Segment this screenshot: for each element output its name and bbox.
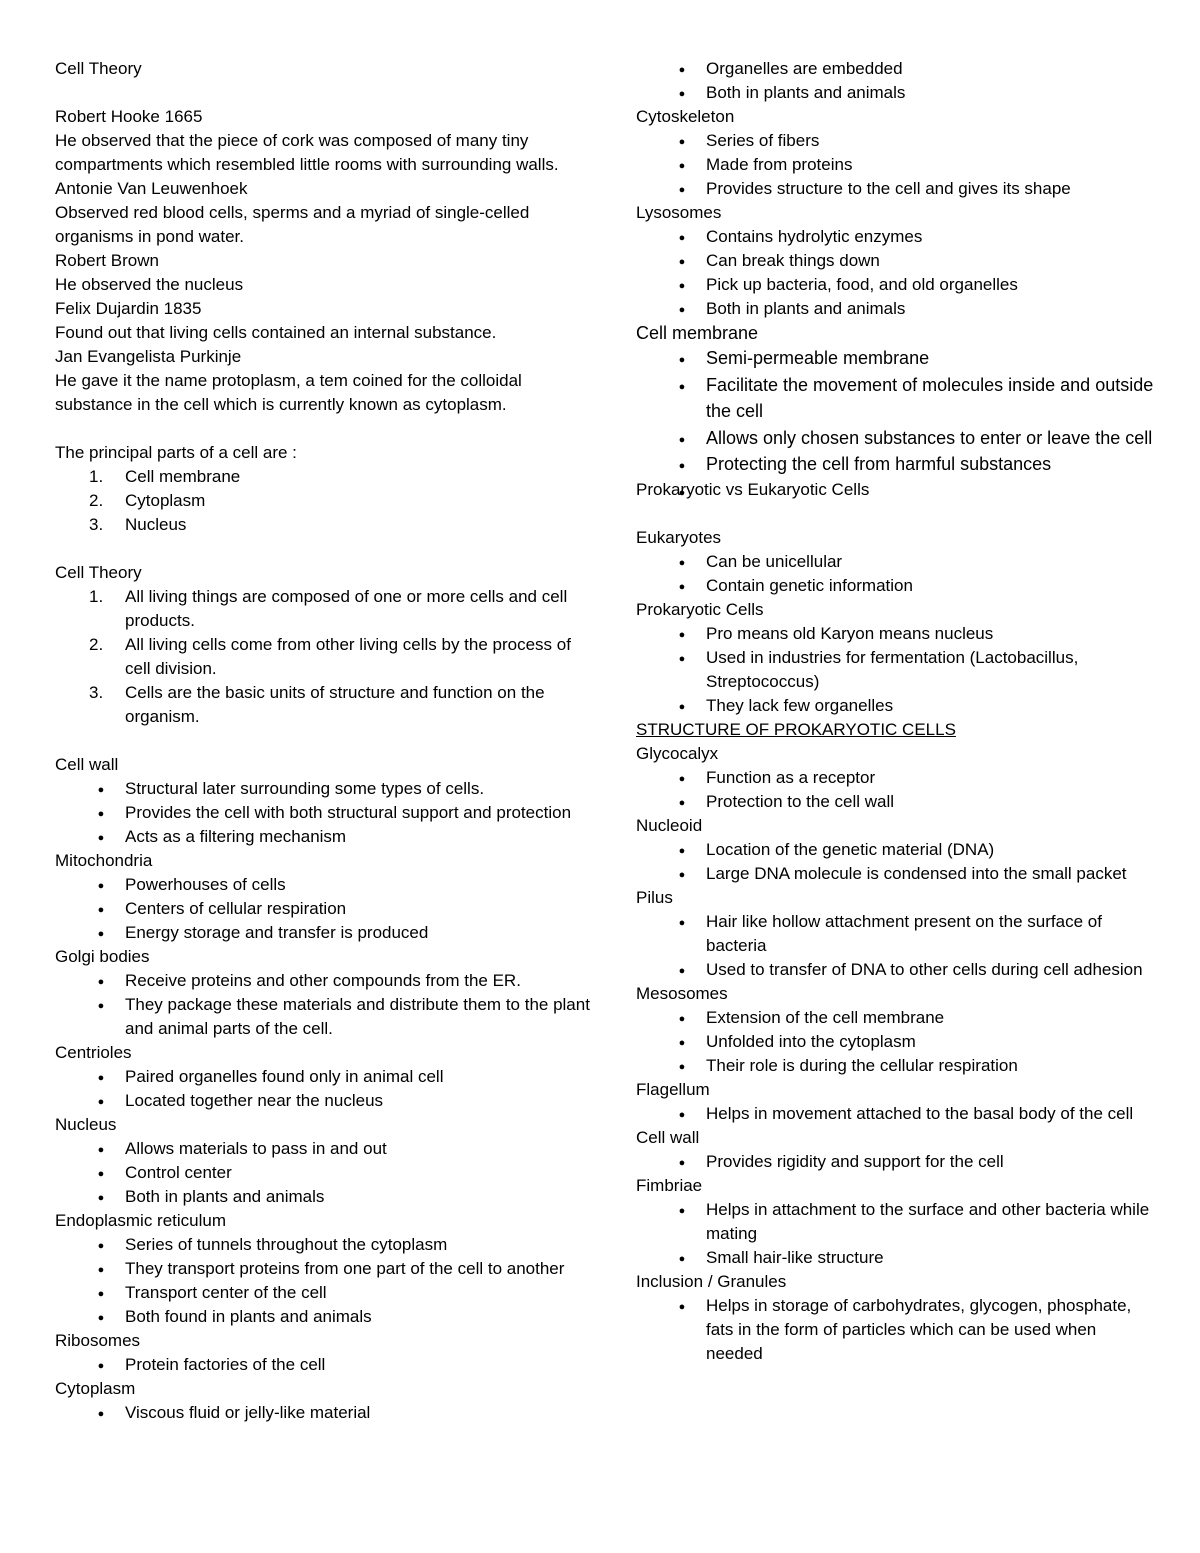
list-item [636,862,1156,886]
bullet-icon [672,1246,692,1271]
list-item [636,297,1156,321]
bullet-list [55,1401,595,1425]
bullet-icon [672,790,692,815]
bullet-icon [672,910,692,935]
cell-type-sections [636,526,1156,718]
list-number: 1. [89,587,104,606]
list-item [636,177,1156,201]
list-number: 2. [89,635,104,654]
bullet-icon [91,1233,111,1258]
list-item-text: Both in plants and animals [706,299,906,318]
list-number: 3. [89,683,104,702]
bullet-icon [91,921,111,946]
section-heading: Cell membrane [636,323,759,343]
organelle-sections [55,753,595,1425]
spacer [636,502,1156,526]
list-item [55,1089,595,1113]
bullet-icon [91,801,111,826]
bullet-list [55,1137,595,1209]
list-item [55,513,595,537]
prokaryotic-structure-sections [636,742,1156,1366]
list-item [636,1102,1156,1126]
list-item-text: Powerhouses of cells [125,875,286,894]
bullet-icon [672,862,692,887]
list-item-text: Protecting the cell from harmful substances [706,454,1052,474]
list-item [636,646,1156,694]
list-item [55,1161,595,1185]
bullet-icon [672,838,692,863]
bullet-icon [672,958,692,983]
list-item [55,1233,595,1257]
bullet-list [636,1102,1156,1126]
bullet-icon [672,425,692,454]
bullet-list [636,1198,1156,1270]
section-heading: Inclusion / Granules [636,1271,787,1291]
list-item-text: Semi-permeable membrane [706,348,930,368]
list-item [636,550,1156,574]
list-item [55,825,595,849]
list-item [636,1294,1156,1366]
organelle-sections-continued [636,105,1156,321]
history-line: Jan Evangelista Purkinje [55,347,242,366]
list-item [636,766,1156,790]
list-item [636,273,1156,297]
spacer [55,729,595,753]
list-item [55,1257,595,1281]
list-item-text: Provides the cell with both structural support and protection [125,803,572,822]
bullet-icon [672,694,692,719]
section-heading: Cytoskeleton [636,107,735,126]
bullet-list [636,550,1156,598]
section-heading: Prokaryotic Cells [636,599,764,619]
section-heading: Cytoplasm [55,1379,136,1398]
list-item-text: Used to transfer of DNA to other cells during cell adhesion [706,959,1143,979]
bullet-icon [672,345,692,374]
section-heading: Ribosomes [55,1331,141,1350]
list-item [55,465,595,489]
list-item [55,1281,595,1305]
list-item-text: All living cells come from other living cells by the process of cell division. [125,635,571,678]
history-line: Observed red blood cells, sperms and a myriad of single-celled organisms in pond water. [55,203,530,246]
bullet-list [636,1294,1156,1366]
principal-parts-list [55,465,595,537]
bullet-icon [672,550,692,575]
section-heading: Mitochondria [55,851,153,870]
bullet-icon [91,873,111,898]
section-heading: Nucleus [55,1115,117,1134]
bullet-icon [672,1006,692,1031]
list-item-text: Organelles are embedded [706,59,903,78]
list-item [55,585,595,633]
list-item-text: Large DNA molecule is condensed into the small packet [706,863,1127,883]
bullet-list [636,225,1156,321]
list-item [636,958,1156,982]
history-line: He observed the nucleus [55,275,244,294]
bullet-icon [672,153,692,178]
list-item [55,777,595,801]
list-item-text: Used in industries for fermentation (Lactobacillus, Streptococcus) [706,647,1079,691]
section-heading: Eukaryotes [636,527,722,547]
history-line: Felix Dujardin 1835 [55,299,202,318]
list-item [636,1006,1156,1030]
list-item-text: Unfolded into the cytoplasm [706,1031,916,1051]
list-item-text: Transport center of the cell [125,1283,327,1302]
list-item [636,910,1156,958]
list-item [636,225,1156,249]
section-heading: Cell wall [636,1127,700,1147]
cell-theory-list [55,585,595,729]
list-item-text: They package these materials and distribute them to the plant and animal parts of the cell. [125,995,590,1038]
list-item [55,1305,595,1329]
list-item-text: Facilitate the movement of molecules inside and outside the cell [706,374,1154,421]
list-item-text: Provides rigidity and support for the cell [706,1151,1004,1171]
list-item [636,249,1156,273]
history-line: Robert Hooke 1665 [55,107,203,126]
list-item-text: Nucleus [125,515,187,534]
list-item-text: Energy storage and transfer is produced [125,923,429,942]
list-item-text: Cell membrane [125,467,241,486]
list-item [55,993,595,1041]
bullet-icon [672,622,692,647]
bullet-icon [672,451,692,480]
list-item-text: Contain genetic information [706,575,913,595]
bullet-icon [91,897,111,922]
bullet-icon [91,1281,111,1306]
bullet-list [55,873,595,945]
list-number: 3. [89,515,104,534]
spacer [55,417,595,441]
list-item-text: They lack few organelles [706,695,894,715]
section-heading: Cell wall [55,755,119,774]
section-heading: Mesosomes [636,983,728,1003]
list-number: 2. [89,491,104,510]
bullet-list [636,622,1156,718]
list-item-text: Cytoplasm [125,491,206,510]
list-item [636,1246,1156,1270]
bullet-list [636,766,1156,814]
spacer [55,537,595,561]
list-item-text: Helps in attachment to the surface and other bacteria while mating [706,1199,1150,1243]
list-item-text: Helps in storage of carbohydrates, glycogen, phosphate, fats in the form of particles which can be used when needed [706,1295,1132,1363]
list-number: 1. [89,467,104,486]
list-item [636,1054,1156,1078]
section-heading: Glycocalyx [636,743,719,763]
list-item [636,694,1156,718]
bullet-list [55,1233,595,1329]
bullet-list [636,838,1156,886]
bullet-icon [672,273,692,298]
list-item-text: Structural later surrounding some types of cells. [125,779,485,798]
list-item-text: Centers of cellular respiration [125,899,347,918]
bullet-icon [91,1065,111,1090]
list-item [636,574,1156,598]
history-line: Robert Brown [55,251,159,270]
bullet-list [55,1065,595,1113]
list-item-text: Pick up bacteria, food, and old organelles [706,275,1018,294]
bullet-list [636,129,1156,201]
list-item-text: Protein factories of the cell [125,1355,326,1374]
theory-heading: Cell Theory [55,563,142,582]
section-heading: Fimbriae [636,1175,703,1195]
list-item [55,1353,595,1377]
list-item-text: Pro means old Karyon means nucleus [706,623,994,643]
list-item [636,1198,1156,1246]
list-item-text: Receive proteins and other compounds from the ER. [125,971,521,990]
bullet-list [636,1150,1156,1174]
list-item [55,921,595,945]
list-item [636,81,1156,105]
bullet-icon [672,372,692,401]
list-item [55,681,595,729]
list-item [636,345,1156,372]
list-item-text: Series of fibers [706,131,820,150]
list-item [55,1065,595,1089]
list-item-text: Series of tunnels throughout the cytoplasm [125,1235,448,1254]
bullet-icon [672,1150,692,1175]
list-item [55,801,595,825]
bullet-icon [91,1185,111,1210]
bullet-icon [672,1054,692,1079]
list-item-text: Control center [125,1163,232,1182]
list-item [636,129,1156,153]
bullet-icon [672,646,692,671]
pro-vs-eu-heading: Prokaryotic vs Eukaryotic Cells [636,479,870,499]
list-item-text: Both in plants and animals [125,1187,325,1206]
list-item-text: Both in plants and animals [706,83,906,102]
structure-heading: STRUCTURE OF PROKARYOTIC CELLS [636,719,956,739]
bullet-icon [91,1257,111,1282]
bullet-icon [91,993,111,1018]
list-item [636,451,1156,478]
section-heading: Endoplasmic reticulum [55,1211,227,1230]
list-item-text: Paired organelles found only in animal cell [125,1067,444,1086]
list-item-text: Located together near the nucleus [125,1091,384,1110]
list-item [55,1137,595,1161]
history-line: Found out that living cells contained an internal substance. [55,323,497,342]
list-item-text: Helps in movement attached to the basal body of the cell [706,1103,1134,1123]
bullet-icon [672,225,692,250]
list-item-text: Protection to the cell wall [706,791,895,811]
list-item [636,425,1156,452]
bullet-icon [91,969,111,994]
bullet-icon [672,1198,692,1223]
bullet-icon [91,777,111,802]
history-line: He gave it the name protoplasm, a tem coined for the colloidal substance in the cell which is currently known as cytoplasm. [55,371,522,414]
section-heading: Golgi bodies [55,947,150,966]
bullet-icon [91,1401,111,1426]
section-heading: Lysosomes [636,203,722,222]
left-column [55,57,595,1425]
list-item-text: Made from proteins [706,155,853,174]
right-column [636,57,1156,1366]
list-item [636,622,1156,646]
bullet-icon [91,1353,111,1378]
list-item [636,153,1156,177]
list-item [55,633,595,681]
list-item [636,1150,1156,1174]
list-item [636,57,1156,81]
list-item [55,1185,595,1209]
bullet-list [55,969,595,1041]
bullet-icon [91,825,111,850]
history-line: He observed that the piece of cork was composed of many tiny compartments which resembled little rooms with surrounding walls. [55,131,559,174]
principal-heading: The principal parts of a cell are : [55,443,297,462]
list-item-text: Can break things down [706,251,880,270]
bullet-icon [672,249,692,274]
bullet-icon [672,81,692,106]
bullet-list [55,1353,595,1377]
list-item-text: They transport proteins from one part of the cell to another [125,1259,565,1278]
list-item [55,897,595,921]
bullet-icon [672,574,692,599]
list-item-text: All living things are composed of one or more cells and cell products. [125,587,568,630]
bullet-icon [672,1294,692,1319]
list-item-text: Provides structure to the cell and gives its shape [706,179,1071,198]
bullet-icon [672,1030,692,1055]
list-item [55,1401,595,1425]
bullet-icon [91,1137,111,1162]
list-item-text: Acts as a filtering mechanism [125,827,347,846]
bullet-icon [672,57,692,82]
section-heading: Nucleoid [636,815,703,835]
bullet-list [636,910,1156,982]
section-heading: Centrioles [55,1043,132,1062]
doc-title: Cell Theory [55,59,142,78]
list-item [636,1030,1156,1054]
bullet-list [636,345,1156,478]
list-item [636,372,1156,425]
bullet-icon [672,129,692,154]
list-item-text: Location of the genetic material (DNA) [706,839,995,859]
bullet-icon [672,1102,692,1127]
list-item [55,873,595,897]
bullet-icon [672,478,692,507]
bullet-icon [672,177,692,202]
cytoplasm-continued-list [636,57,1156,105]
bullet-icon [672,766,692,791]
list-item-text: Viscous fluid or jelly-like material [125,1403,371,1422]
bullet-icon [91,1305,111,1330]
bullet-list [636,1006,1156,1078]
list-item-text: Extension of the cell membrane [706,1007,945,1027]
cell-membrane-section [636,321,1156,478]
spacer [55,81,595,105]
list-item-text: Function as a receptor [706,767,876,787]
list-item [55,969,595,993]
list-item [636,790,1156,814]
section-heading: Flagellum [636,1079,710,1099]
list-item-text: Contains hydrolytic enzymes [706,227,923,246]
list-item-text: Cells are the basic units of structure and function on the organism. [125,683,545,726]
bullet-icon [672,297,692,322]
list-item-text: Small hair-like structure [706,1247,884,1267]
list-item [636,838,1156,862]
bullet-icon [91,1161,111,1186]
bullet-icon [91,1089,111,1114]
bullet-list [55,777,595,849]
history-block [55,105,595,417]
list-item-text: Allows only chosen substances to enter or leave the cell [706,427,1153,448]
section-heading: Pilus [636,887,673,907]
list-item [55,489,595,513]
list-item-text: Both found in plants and animals [125,1307,372,1326]
list-item-text: Their role is during the cellular respiration [706,1055,1018,1075]
list-item-text: Allows materials to pass in and out [125,1139,387,1158]
history-line: Antonie Van Leuwenhoek [55,179,248,198]
list-item-text: Hair like hollow attachment present on the surface of bacteria [706,911,1102,955]
list-item-text: Can be unicellular [706,551,843,571]
